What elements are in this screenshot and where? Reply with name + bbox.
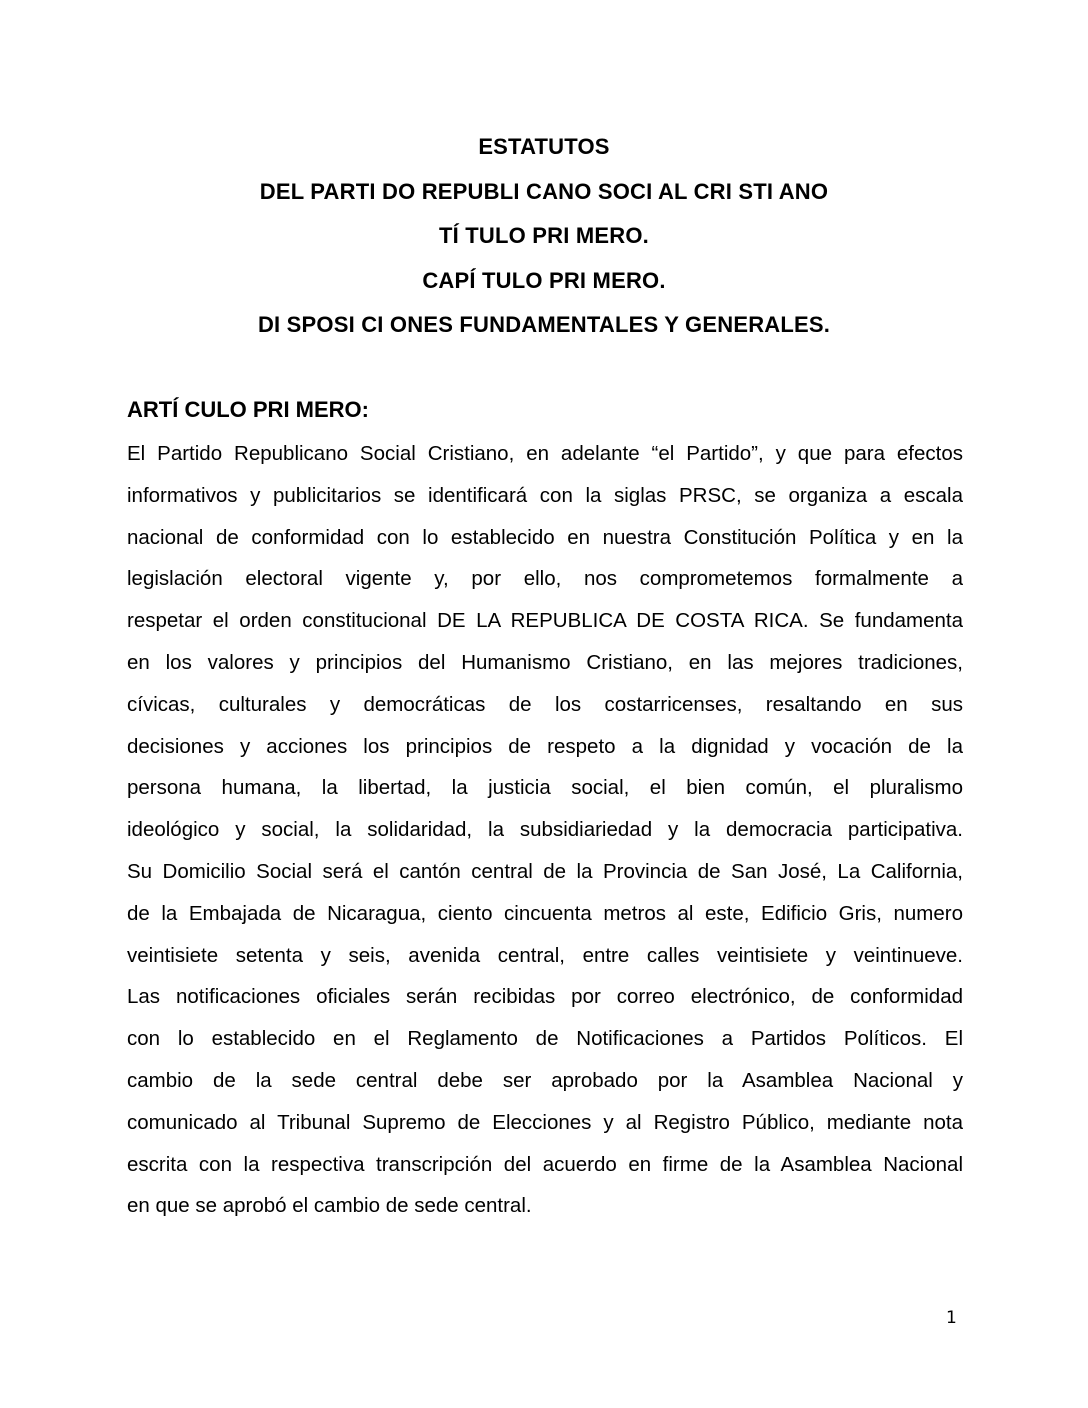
article-line: legislación electoral vigente y, por ello, nos comprometemos formalmente a [127, 567, 963, 591]
section-heading: DI SPOSI CI ONES FUNDAMENTALES Y GENERALES. [257, 312, 831, 337]
article-line: escrita con la respectiva transcripción del acuerdo en firme de la Asamblea Nacional [127, 1152, 963, 1176]
article-line: Las notificaciones oficiales serán recibidas por correo electrónico, de conformidad [127, 985, 963, 1009]
article-line: cambio de la sede central debe ser aprobado por la Asamblea Nacional y [127, 1068, 963, 1092]
article-line: de la Embajada de Nicaragua, ciento cincuenta metros al este, Edificio Gris, numero [127, 901, 963, 925]
article-line: comunicado al Tribunal Supremo de Elecciones y al Registro Público, mediante nota [127, 1110, 963, 1134]
document-headings [100, 125, 988, 348]
page-number: 1 [946, 1308, 957, 1328]
article-line: persona humana, la libertad, la justicia social, el bien común, el pluralismo [127, 776, 963, 800]
article-body [127, 433, 963, 1227]
article-line: ideológico y social, la solidaridad, la subsidiariedad y la democracia participativa. [127, 818, 963, 842]
article-line: en los valores y principios del Humanismo Cristiano, en las mejores tradiciones, [127, 650, 963, 674]
title-heading: TÍ TULO PRI MERO. [439, 223, 649, 248]
party-name-heading: DEL PARTI DO REPUBLI CANO SOCI AL CRI STI ANO [259, 178, 829, 204]
article-line: veintisiete setenta y seis, avenida central, entre calles veintisiete y veintinueve. [127, 943, 963, 967]
article-line: nacional de conformidad con lo establecido en nuestra Constitución Política y en la [127, 525, 963, 549]
chapter-heading: CAPÍ TULO PRI MERO. [422, 267, 666, 293]
article-title: ARTÍ CULO PRI MERO: [127, 397, 369, 422]
article-line: El Partido Republicano Social Cristiano, en adelante “el Partido”, y que para efectos [127, 442, 963, 465]
document-title: ESTATUTOS [478, 134, 610, 159]
article-line: decisiones y acciones los principios de respeto a la dignidad y vocación de la [127, 734, 963, 758]
article-line: respetar el orden constitucional DE LA REPUBLICA DE COSTA RICA. Se fundamenta [127, 609, 963, 633]
article-line: informativos y publicitarios se identificará con la siglas PRSC, se organiza a escala [127, 483, 963, 507]
article-line: Su Domicilio Social será el cantón central de la Provincia de San José, La California, [127, 859, 963, 883]
article-line: en que se aprobó el cambio de sede central. [127, 1194, 532, 1218]
article-line: cívicas, culturales y democráticas de los costarricenses, resaltando en sus [127, 692, 963, 716]
article-line: con lo establecido en el Reglamento de Notificaciones a Partidos Políticos. El [127, 1027, 963, 1051]
